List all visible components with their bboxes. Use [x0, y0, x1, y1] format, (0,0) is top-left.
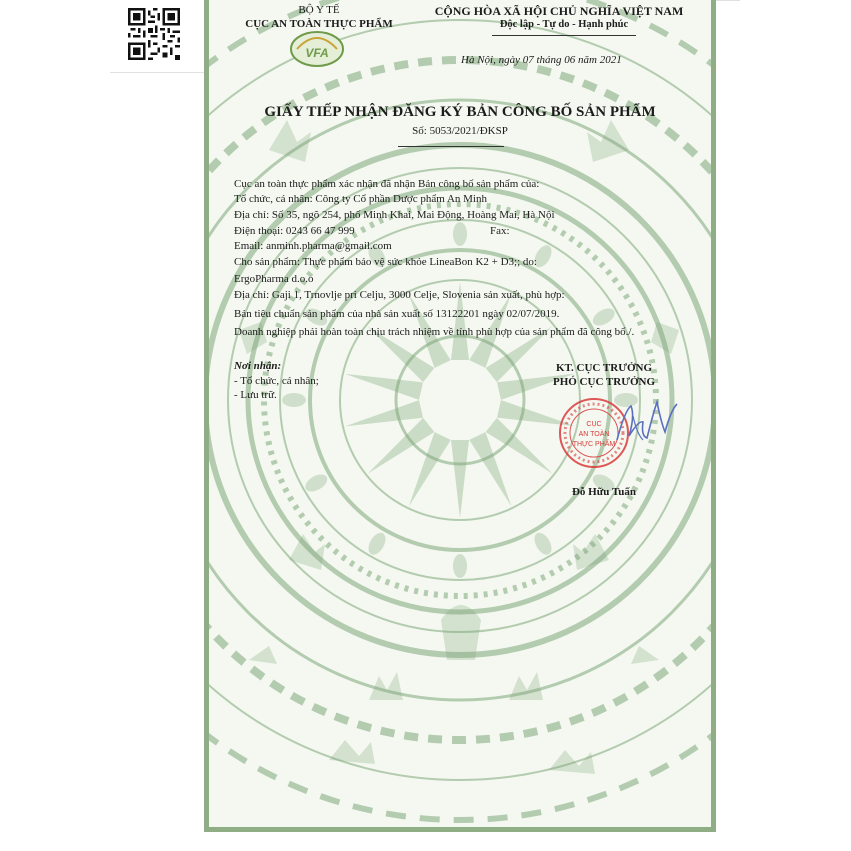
manufacturer-line: ErgoPharma d.o.o [234, 273, 314, 285]
signer-role-1: KT. CỤC TRƯỞNG [555, 362, 653, 374]
signer-name: Đỗ Hữu Tuấn [571, 486, 637, 498]
email-line: Email: anminh.pharma@gmail.com [234, 240, 392, 252]
signer-role-2: PHÓ CỤC TRƯỞNG [552, 376, 656, 388]
certificate-page [204, 0, 716, 832]
department-name: CỤC AN TOÀN THỰC PHẨM [245, 18, 393, 30]
responsibility-line: Doanh nghiệp phải hoàn toàn chịu trách nhiệm về tính phù hợp của sản phẩm đã công bố./. [234, 326, 635, 338]
product-line: Cho sản phẩm: Thực phẩm bảo vệ sức khỏe LineaBon K2 + D3;; do: [234, 256, 537, 268]
motto-underline [492, 35, 636, 36]
recipient-item: - Tổ chức, cá nhân; [234, 375, 319, 387]
svg-text:AN TOÀN: AN TOÀN [578, 431, 610, 438]
vfa-logo [287, 28, 347, 70]
country-name: CỘNG HÒA XÃ HỘI CHỦ NGHĨA VIỆT NAM [434, 4, 684, 18]
organization-line: Tổ chức, cá nhân: Công ty Cổ phần Dược phẩm An Minh [234, 193, 487, 205]
fax-line: Fax: [490, 225, 510, 237]
svg-text:CỤC: CỤC [586, 421, 602, 428]
document-title: GIẤY TIẾP NHẬN ĐĂNG KÝ BẢN CÔNG BỐ SẢN PHẨM [264, 104, 656, 120]
qr-code-image [128, 8, 180, 60]
issue-date: Hà Nội, ngày 07 tháng 06 năm 2021 [461, 54, 622, 66]
standard-line: Bản tiêu chuẩn sản phẩm của nhà sản xuất số 13122201 ngày 02/07/2019. [234, 308, 560, 320]
svg-text:VFA: VFA [305, 46, 329, 60]
address-line: Địa chỉ: Số 35, ngõ 254, phố Minh Khai, Mai Động, Hoàng Mai, Hà Nội [234, 209, 555, 221]
ministry-name: BỘ Y TẾ [298, 4, 340, 16]
title-underline [398, 146, 504, 147]
recipient-item: - Lưu trữ. [234, 389, 277, 401]
recipients-heading: Nơi nhận: [234, 360, 282, 372]
national-motto: Độc lập - Tự do - Hạnh phúc [499, 19, 629, 30]
qr-code-panel [110, 0, 205, 73]
body-intro: Cục an toàn thực phẩm xác nhận đã nhận Bản công bố sản phẩm của: [234, 178, 540, 190]
svg-text:THỰC PHẨM: THỰC PHẨM [572, 441, 616, 448]
phone-line: Điện thoại: 0243 66 47 999 [234, 225, 355, 237]
manufacturer-address-line: Địa chỉ: Gaji 1, Trnovlje pri Celju, 3000 Celje, Slovenia sản xuất, phù hợp: [234, 289, 565, 301]
document-number: Số: 5053/2021/ĐKSP [412, 125, 508, 137]
handwritten-signature [613, 396, 683, 456]
